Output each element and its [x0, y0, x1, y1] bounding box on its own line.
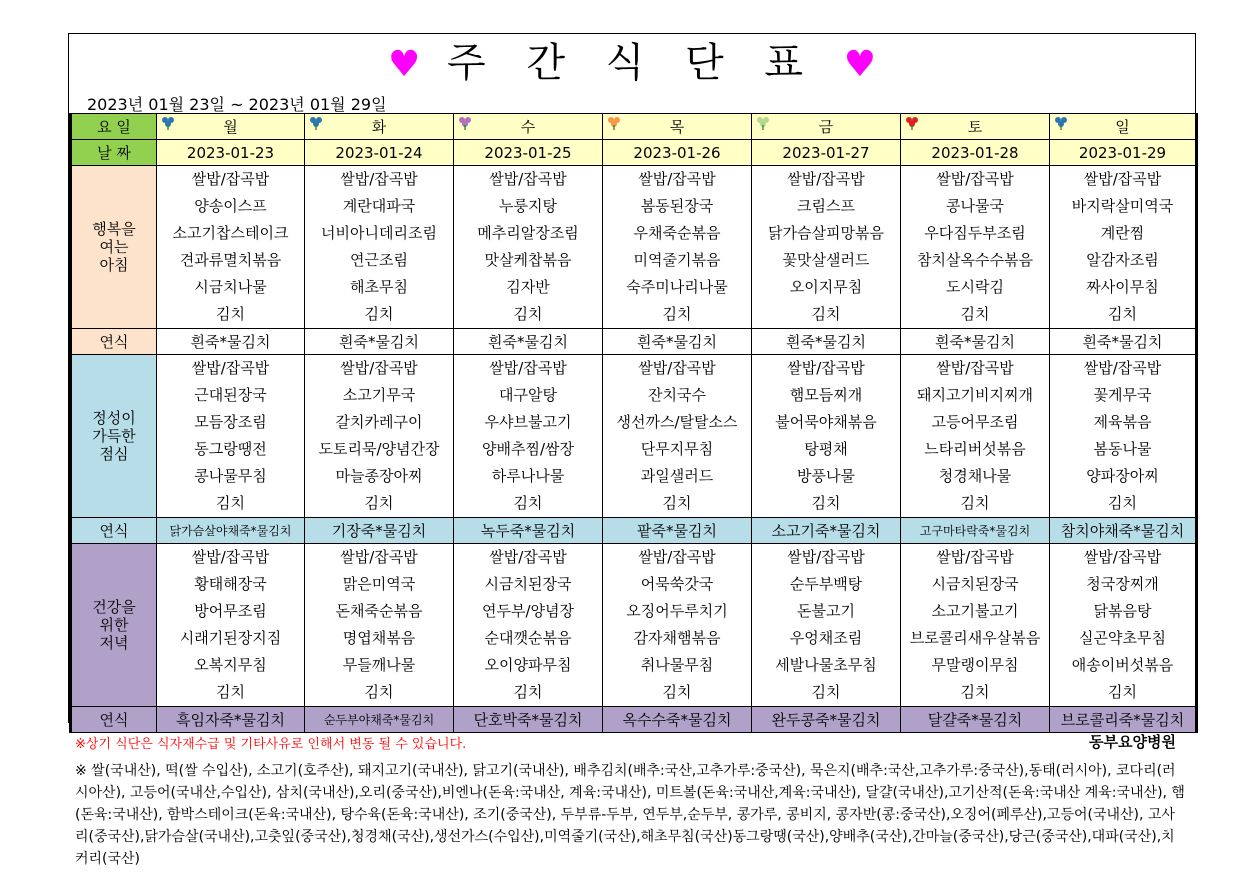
- date-cell: 2023-01-28: [901, 140, 1050, 166]
- flower-icon: [607, 116, 621, 133]
- menu-item: 김치: [811, 683, 841, 701]
- menu-item: 알감자조림: [1086, 251, 1159, 269]
- menu-item: 김치: [216, 494, 245, 512]
- menu-frame: [68, 33, 1196, 729]
- menu-item: 연두부/양념장: [482, 602, 574, 620]
- menu-item: 콩나물무침: [194, 467, 267, 485]
- menu-item: 오징어두루치기: [626, 602, 728, 620]
- menu-item: 쌀밥/잡곡밥: [936, 359, 1014, 377]
- menu-item: 애송이버섯볶음: [1071, 656, 1174, 674]
- header-day-row: [71, 114, 1197, 140]
- breakfast-snack-label: 연식: [71, 329, 157, 355]
- menu-item: 시금치나물: [194, 278, 267, 296]
- menu-item: 김치: [364, 305, 394, 323]
- menu-item: 불어묵야채볶음: [775, 413, 877, 431]
- menu-item: 쌀밥/잡곡밥: [489, 548, 567, 566]
- menu-item: 쌀밥/잡곡밥: [787, 170, 865, 188]
- menu-item: 단무지무침: [640, 440, 714, 458]
- menu-item: 쌀밥/잡곡밥: [787, 548, 865, 566]
- menu-item: 쌀밥/잡곡밥: [936, 170, 1014, 188]
- menu-item: 시금치된장국: [484, 575, 572, 593]
- menu-item: 참치살옥수수볶음: [917, 251, 1033, 269]
- dinner-snack-menu: 옥수수죽*물김치: [603, 707, 752, 733]
- page-title: [69, 38, 1195, 88]
- breakfast-snack-menu: 흰죽*물김치: [454, 329, 603, 355]
- date-cell: 2023-01-27: [752, 140, 901, 166]
- menu-item: 명엽채볶음: [342, 629, 416, 647]
- lunch-snack-menu: 팥죽*물김치: [603, 518, 752, 544]
- menu-item: 메추리알장조림: [477, 224, 579, 242]
- day-name: 목: [669, 117, 685, 136]
- breakfast-snack-menu: 흰죽*물김치: [157, 329, 305, 355]
- menu-item: 쌀밥/잡곡밥: [340, 548, 418, 566]
- dinner-snack-menu: 단호박죽*물김치: [454, 707, 603, 733]
- dinner-day-menu: [901, 544, 1050, 707]
- lunch-snack-menu: 고구마타락죽*물김치: [901, 518, 1050, 544]
- menu-item: 김자반: [506, 278, 550, 296]
- dinner-day-menu: [603, 544, 752, 707]
- day-name: 수: [520, 117, 536, 136]
- dinner-row: [71, 544, 1197, 707]
- menu-item: 어묵쑥갓국: [640, 575, 714, 593]
- menu-item: 쌀밥/잡곡밥: [340, 170, 418, 188]
- menu-item: 우다짐두부조림: [924, 224, 1026, 242]
- menu-item: 갈치카레구이: [335, 413, 423, 431]
- breakfast-snack-menu: 흰죽*물김치: [603, 329, 752, 355]
- lunch-day-menu: [454, 355, 603, 518]
- menu-item: 오이지무침: [789, 278, 863, 296]
- menu-item: 청경채나물: [938, 467, 1012, 485]
- weekly-menu-table: [69, 113, 1198, 733]
- lunch-day-menu: [752, 355, 901, 518]
- lunch-snack-menu: 녹두죽*물김치: [454, 518, 603, 544]
- menu-item: 닭가슴살피망볶음: [768, 224, 884, 242]
- menu-item: 견과류멸치볶음: [179, 251, 282, 269]
- menu-item: 김치: [513, 305, 543, 323]
- menu-item: 순대깻순볶음: [484, 629, 572, 647]
- menu-item: 마늘종장아찌: [335, 467, 423, 485]
- menu-item: 양배추찜/쌈장: [482, 440, 574, 458]
- menu-item: 김치: [513, 494, 543, 512]
- menu-item: 쌀밥/잡곡밥: [340, 359, 418, 377]
- menu-item: 김치: [1108, 683, 1137, 701]
- menu-item: 꽃맛살샐러드: [782, 251, 870, 269]
- day-name: 일: [1115, 117, 1130, 136]
- menu-item: 순두부백탕: [789, 575, 863, 593]
- menu-item: 계란대파국: [342, 197, 416, 215]
- breakfast-row: [71, 166, 1197, 329]
- title-text: 주 간 식 단 표: [446, 40, 818, 86]
- dinner-day-menu: [454, 544, 603, 707]
- menu-item: 김치: [216, 305, 245, 323]
- breakfast-day-menu: [1050, 166, 1197, 329]
- dinner-snack-menu: 흑임자죽*물김치: [157, 707, 305, 733]
- menu-item: 김치: [662, 305, 692, 323]
- menu-item: 돈채죽순볶음: [335, 602, 423, 620]
- flower-icon: [161, 116, 175, 133]
- menu-item: 맑은미역국: [342, 575, 416, 593]
- lunch-snack-row: [71, 518, 1197, 544]
- menu-item: 김치: [364, 494, 394, 512]
- menu-item: 닭볶음탕: [1093, 602, 1152, 620]
- menu-item: 돼지고기비지찌개: [917, 386, 1033, 404]
- menu-item: 김치: [960, 494, 990, 512]
- menu-item: 쌀밥/잡곡밥: [638, 548, 716, 566]
- menu-item: 쌀밥/잡곡밥: [936, 548, 1014, 566]
- menu-item: 봄동나물: [1093, 440, 1152, 458]
- day-label: 요 일: [71, 114, 157, 140]
- menu-item: 김치: [1108, 305, 1137, 323]
- breakfast-snack-row: [71, 329, 1197, 355]
- lunch-label: 정성이 가득한 점심: [71, 355, 157, 518]
- date-cell: 2023-01-23: [157, 140, 305, 166]
- menu-item: 쌀밥/잡곡밥: [638, 170, 716, 188]
- menu-item: 쌀밥/잡곡밥: [638, 359, 716, 377]
- menu-item: 계란찜: [1100, 224, 1145, 242]
- notice-text: ※상기 식단은 식자재수급 및 기타사유로 인해서 변동 될 수 있습니다.: [75, 737, 467, 752]
- dinner-snack-menu: 순두부야채죽*물김치: [305, 707, 454, 733]
- menu-item: 김치: [960, 683, 990, 701]
- menu-item: 브로콜리새우살볶음: [909, 629, 1041, 647]
- menu-item: 숙주미나리나물: [626, 278, 728, 296]
- menu-item: 무말랭이무침: [931, 656, 1019, 674]
- day-name: 화: [371, 117, 387, 136]
- dinner-day-menu: [305, 544, 454, 707]
- menu-item: 우샤브불고기: [484, 413, 572, 431]
- menu-item: 쌀밥/잡곡밥: [1083, 548, 1162, 566]
- menu-item: 우채죽순볶음: [633, 224, 721, 242]
- menu-item: 방풍나물: [797, 467, 855, 485]
- lunch-day-menu: [901, 355, 1050, 518]
- menu-item: 짜사이무침: [1086, 278, 1159, 296]
- menu-item: 양송이스프: [194, 197, 267, 215]
- dinner-day-menu: [752, 544, 901, 707]
- menu-item: 김치: [662, 683, 692, 701]
- breakfast-day-menu: [901, 166, 1050, 329]
- day-name: 토: [967, 117, 983, 136]
- breakfast-snack-menu: 흰죽*물김치: [305, 329, 454, 355]
- menu-item: 잔치국수: [648, 386, 706, 404]
- menu-item: 감자채햄볶음: [633, 629, 721, 647]
- date-label: 날 짜: [71, 140, 157, 166]
- menu-item: 도토리묵/양념간장: [318, 440, 440, 458]
- menu-item: 연근조림: [350, 251, 408, 269]
- date-cell: 2023-01-29: [1050, 140, 1197, 166]
- menu-item: 해초무침: [350, 278, 408, 296]
- menu-item: 방어무조림: [194, 602, 267, 620]
- lunch-day-menu: [305, 355, 454, 518]
- day-cell: [157, 114, 305, 140]
- flower-icon: [1054, 116, 1068, 133]
- flower-icon: [458, 116, 472, 133]
- menu-item: 고등어무조림: [931, 413, 1019, 431]
- menu-item: 누룽지탕: [499, 197, 557, 215]
- day-cell: [305, 114, 454, 140]
- menu-item: 소고기불고기: [931, 602, 1019, 620]
- day-cell: [454, 114, 603, 140]
- menu-item: 김치: [662, 494, 692, 512]
- menu-item: 김치: [513, 683, 543, 701]
- day-cell: [603, 114, 752, 140]
- menu-item: 김치: [364, 683, 394, 701]
- breakfast-snack-menu: 흰죽*물김치: [901, 329, 1050, 355]
- menu-item: 황태해장국: [194, 575, 267, 593]
- menu-item: 김치: [1108, 494, 1137, 512]
- date-cell: 2023-01-24: [305, 140, 454, 166]
- menu-item: 쌀밥/잡곡밥: [1083, 359, 1162, 377]
- heart-icon: ♥: [843, 44, 877, 85]
- menu-item: 쌀밥/잡곡밥: [191, 359, 270, 377]
- menu-item: 돈불고기: [797, 602, 855, 620]
- menu-item: 쌀밥/잡곡밥: [191, 170, 270, 188]
- menu-item: 쌀밥/잡곡밥: [1083, 170, 1162, 188]
- menu-item: 시래기된장지짐: [179, 629, 282, 647]
- menu-item: 탕평채: [804, 440, 848, 458]
- flower-icon: [309, 116, 323, 133]
- menu-item: 양파장아찌: [1086, 467, 1159, 485]
- menu-item: 꽃게무국: [1093, 386, 1152, 404]
- menu-item: 실곤약초무침: [1079, 629, 1166, 647]
- menu-item: 김치: [960, 305, 990, 323]
- menu-item: 제육볶음: [1093, 413, 1152, 431]
- breakfast-day-menu: [752, 166, 901, 329]
- menu-item: 과일샐러드: [640, 467, 714, 485]
- dinner-snack-menu: 완두콩죽*물김치: [752, 707, 901, 733]
- menu-item: 김치: [216, 683, 245, 701]
- menu-item: 소고기찹스테이크: [172, 224, 289, 242]
- flower-icon: [756, 116, 770, 133]
- menu-item: 소고기무국: [342, 386, 416, 404]
- menu-item: 콩나물국: [946, 197, 1004, 215]
- dinner-snack-label: 연식: [71, 707, 157, 733]
- menu-item: 무들깨나물: [342, 656, 416, 674]
- menu-item: 하루나나물: [491, 467, 565, 485]
- breakfast-day-menu: [305, 166, 454, 329]
- breakfast-day-menu: [454, 166, 603, 329]
- date-cell: 2023-01-26: [603, 140, 752, 166]
- menu-item: 세발나물초무침: [775, 656, 877, 674]
- menu-item: 모듬장조림: [194, 413, 267, 431]
- day-cell: [901, 114, 1050, 140]
- menu-item: 쌀밥/잡곡밥: [489, 359, 567, 377]
- dinner-snack-row: [71, 707, 1197, 733]
- menu-item: 청국장찌개: [1086, 575, 1159, 593]
- menu-item: 크림스프: [797, 197, 855, 215]
- menu-item: 햄모듬찌개: [789, 386, 863, 404]
- menu-item: 너비아니데리조림: [321, 224, 437, 242]
- date-cell: 2023-01-25: [454, 140, 603, 166]
- heart-icon: ♥: [387, 44, 421, 85]
- menu-item: 우엉채조림: [789, 629, 863, 647]
- lunch-day-menu: [1050, 355, 1197, 518]
- menu-item: 쌀밥/잡곡밥: [489, 170, 567, 188]
- menu-item: 봄동된장국: [640, 197, 714, 215]
- lunch-snack-menu: 닭가슴살야채죽*물김치: [157, 518, 305, 544]
- breakfast-day-menu: [603, 166, 752, 329]
- breakfast-snack-menu: 흰죽*물김치: [1050, 329, 1197, 355]
- dinner-day-menu: [1050, 544, 1197, 707]
- menu-item: 근대된장국: [194, 386, 267, 404]
- hospital-name: 동부요양병원: [1089, 733, 1176, 751]
- lunch-day-menu: [157, 355, 305, 518]
- origin-info: ※ 쌀(국내산), 떡(쌀 수입산), 소고기(호주산), 돼지고기(국내산), 닭고기(국내산), 배추김치(배추:국산,고추가루:중국산), 묵은지(배추:국산,고추가루:중국산),동태(러시아), 코다리(러시아산), 고등어(국내산,수입산), 삼치(국내산),오리(중국산),비엔나(돈육:국내산, 계육:국내산), 미트볼(돈육:국내산,계육:국내산), 달걀(국내산),고기산적(돈육:국내산 계육:국내산), 햄(돈육:국내산), 함박스테이크(돈육:국내산), 탕수육(돈육:국내산), 조기(중국산), 두부류-두부, 연두부,순두부, 콩가루, 콩비지, 콩자반(콩:중국산),오징어(페루산),고등어(국내산), 고사리(중국산),닭가슴살(국내산),고춧잎(중국산),청경채(국산),생선가스(수입산),미역줄기(국산),해초무침(국산)동그랑땡(국산),양배추(국산),간마늘(중국산),당근(중국산),대파(국산),치커리(국산): [75, 763, 1185, 867]
- day-name: 월: [223, 117, 238, 136]
- menu-item: 김치: [811, 305, 841, 323]
- dinner-snack-menu: 브로콜리죽*물김치: [1050, 707, 1197, 733]
- lunch-row: [71, 355, 1197, 518]
- menu-item: 미역줄기볶음: [633, 251, 721, 269]
- dinner-snack-menu: 달걀죽*물김치: [901, 707, 1050, 733]
- menu-item: 동그랑땡전: [194, 440, 267, 458]
- day-name: 금: [818, 117, 834, 136]
- menu-item: 바지락살미역국: [1071, 197, 1174, 215]
- menu-item: 도시락김: [946, 278, 1004, 296]
- breakfast-label: 행복을 여는 아침: [71, 166, 157, 329]
- header-date-row: [71, 140, 1197, 166]
- day-cell: [1050, 114, 1197, 140]
- lunch-snack-menu: 기장죽*물김치: [305, 518, 454, 544]
- breakfast-day-menu: [157, 166, 305, 329]
- flower-icon: [905, 116, 919, 133]
- date-period: 2023년 01월 23일 ~ 2023년 01월 29일: [87, 95, 387, 114]
- menu-item: 취나물무침: [640, 656, 714, 674]
- dinner-day-menu: [157, 544, 305, 707]
- menu-item: 오이양파무침: [484, 656, 572, 674]
- menu-item: 생선까스/탈탈소스: [616, 413, 738, 431]
- lunch-snack-menu: 참치야채죽*물김치: [1050, 518, 1197, 544]
- menu-item: 김치: [811, 494, 841, 512]
- menu-item: 맛살케찹볶음: [484, 251, 572, 269]
- day-cell: [752, 114, 901, 140]
- lunch-snack-label: 연식: [71, 518, 157, 544]
- breakfast-snack-menu: 흰죽*물김치: [752, 329, 901, 355]
- menu-item: 오복지무침: [194, 656, 267, 674]
- lunch-snack-menu: 소고기죽*물김치: [752, 518, 901, 544]
- lunch-day-menu: [603, 355, 752, 518]
- dinner-label: 건강을 위한 저녁: [71, 544, 157, 707]
- menu-item: 대구알탕: [499, 386, 557, 404]
- menu-item: 쌀밥/잡곡밥: [191, 548, 270, 566]
- menu-item: 쌀밥/잡곡밥: [787, 359, 865, 377]
- menu-item: 시금치된장국: [931, 575, 1019, 593]
- menu-item: 느타리버섯볶음: [924, 440, 1026, 458]
